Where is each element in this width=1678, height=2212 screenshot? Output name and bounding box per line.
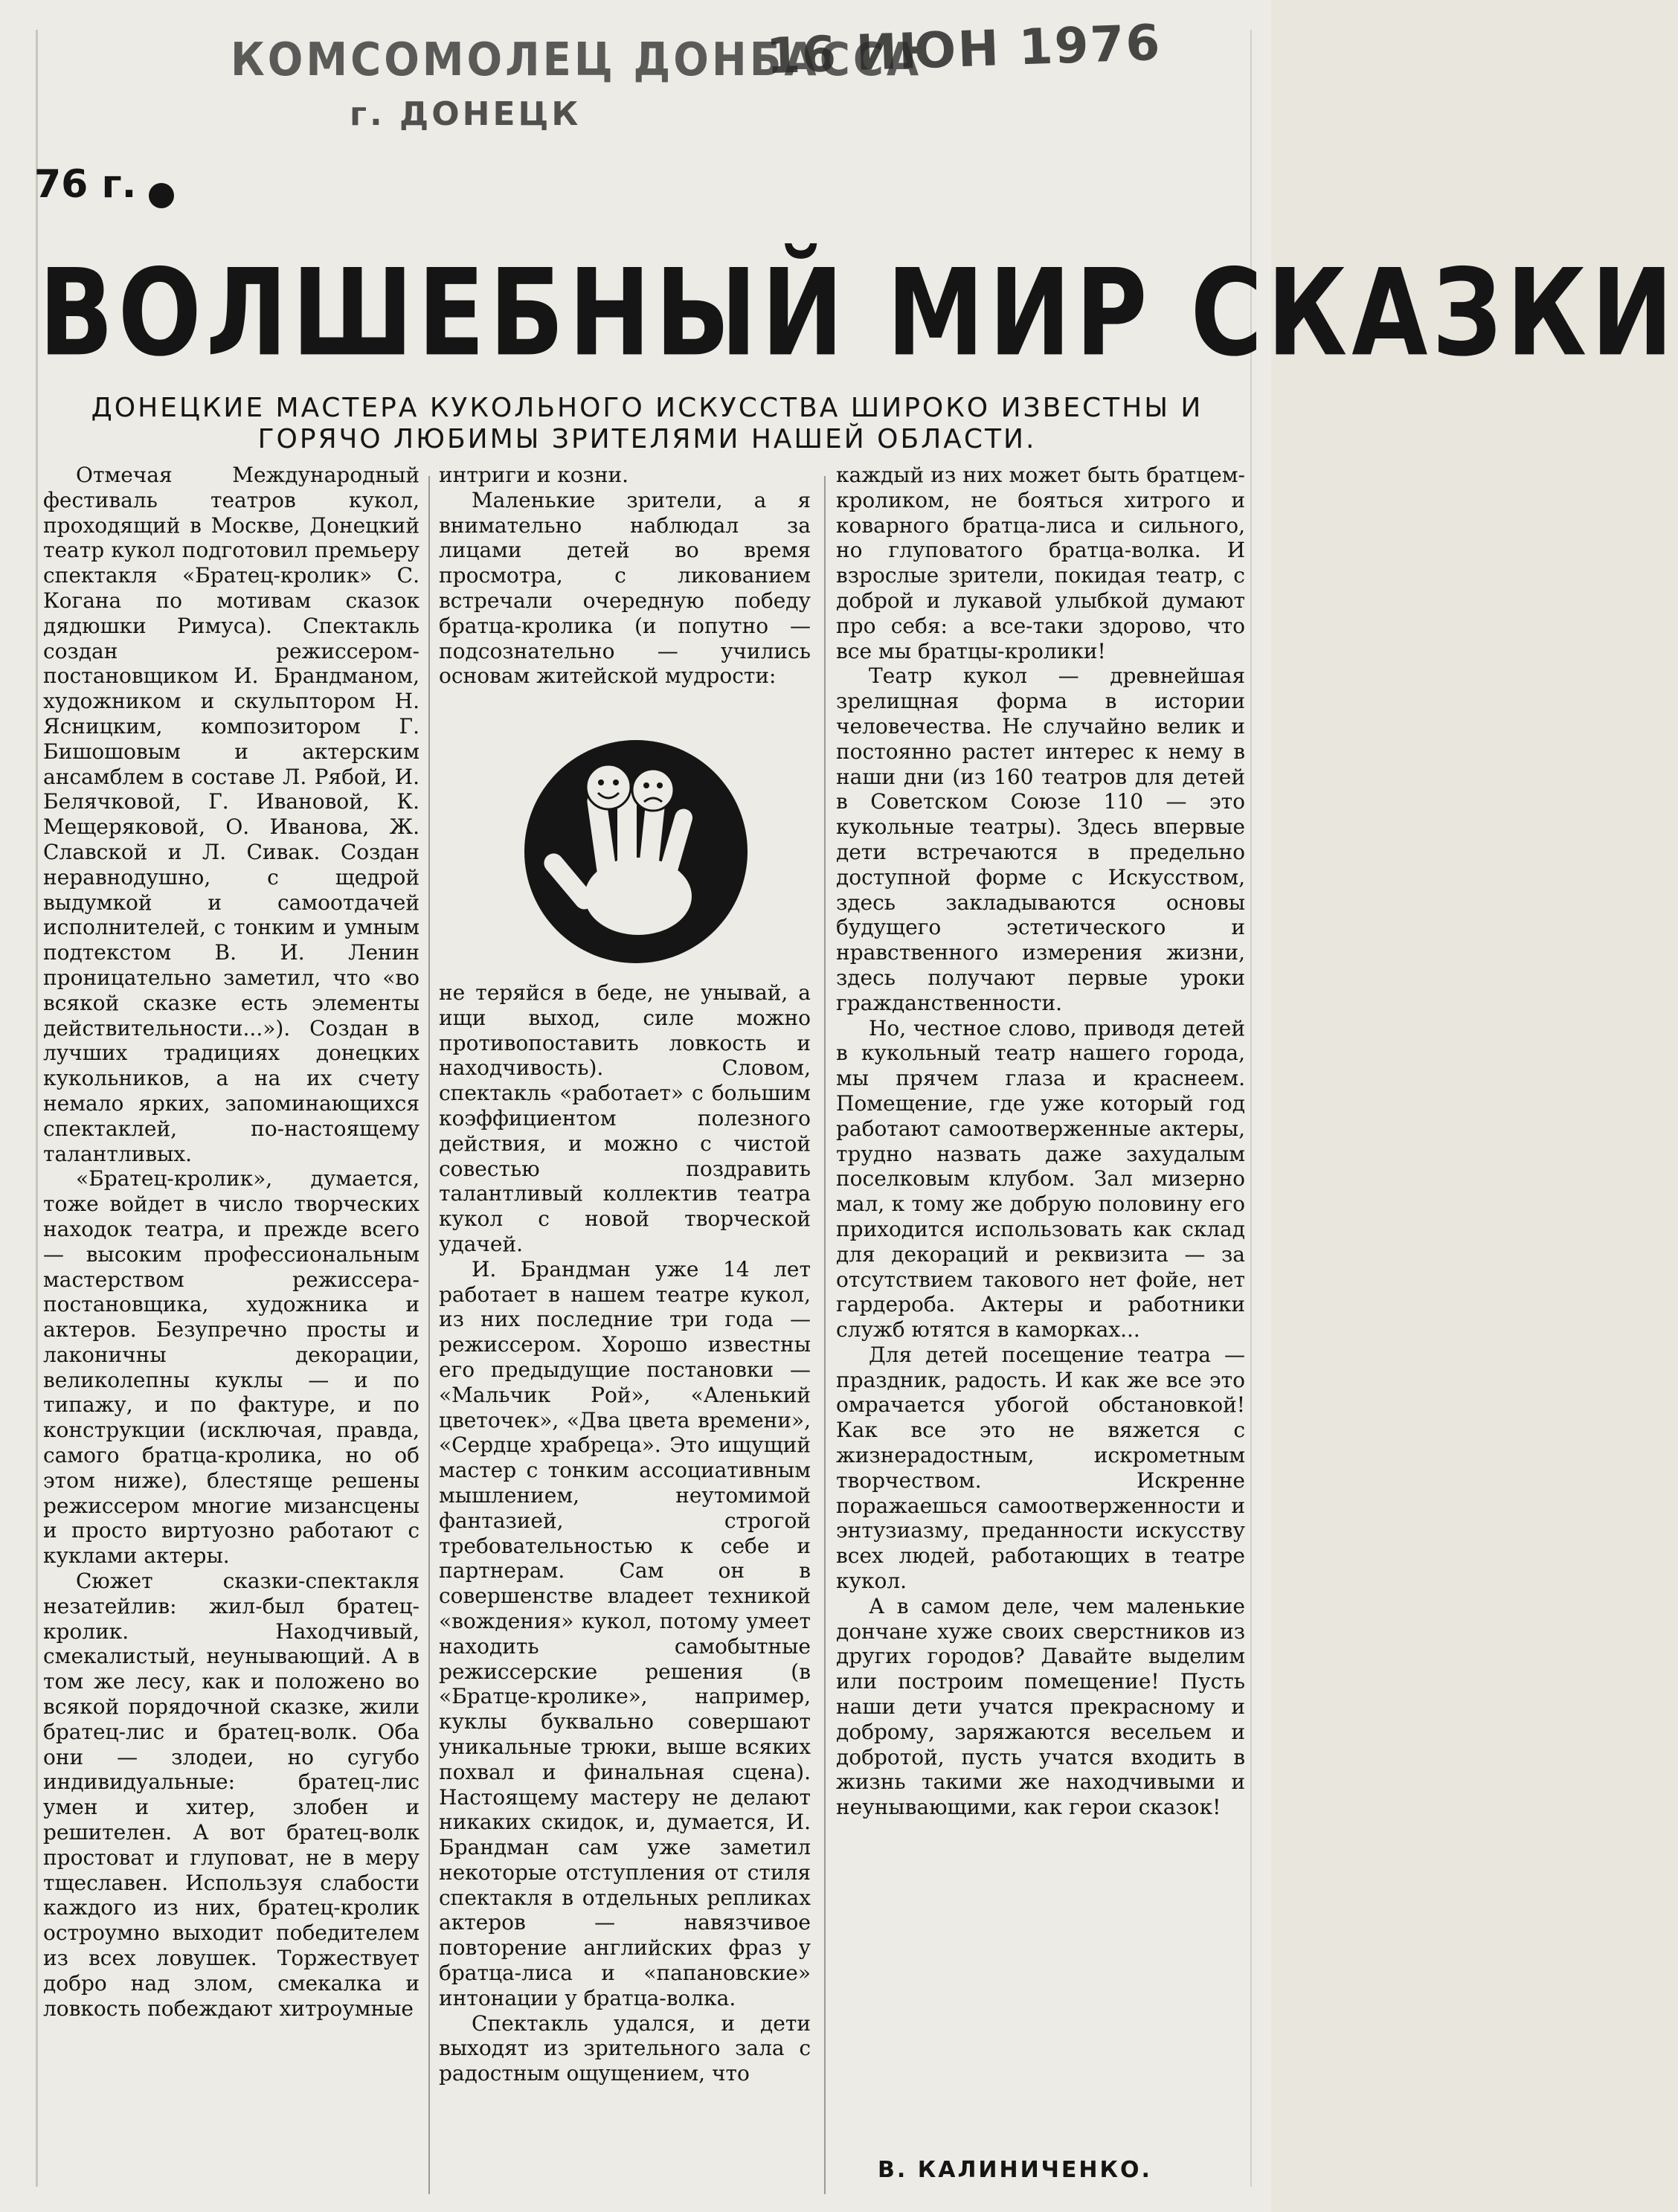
paragraph: И. Брандман уже 14 лет работает в нашем театре кукол, из них последние три года — режиссером. Хорошо известны его предыдущие постановки — «Мальчик Рой», «Аленький цветочек», «Два цвета времени», «Сердце храбреца». Это ищущий мастер с тонким ассоциативным мышлением, неутомимой фантазией, строгой требовательностью к себе и партнерам. Сам он в совершенстве владеет техникой «вождения» кукол, потому умеет находить самобытные режиссерские решения (в «Братце-кролике», например, куклы буквально совершают уникальные трюки, выше всяких похвал и финальная сцена). Настоящему мастеру не делают никаких скидок, и, думается, И. Брандман сам уже заметил некоторые отступления от стиля спектакля в отдельных репликах актеров — навязчивое повторение английских фраз у братца-лиса и «папановские» интонации у братца-волка.	[439, 1256, 811, 2010]
article-column-3	[836, 463, 1245, 1820]
author-signature: В. КАЛИНИЧЕНКО.	[878, 2157, 1152, 2183]
column-divider	[428, 476, 430, 2194]
paragraph: Театр кукол — древнейшая зрелищная форма в истории человечества. Не случайно велик и постоянно растет интерес к нему в наши дни (из 160 театров для детей в Советском Союзе 110 — это кукольные театры). Здесь впервые дети встречаются в предельно доступной форме с Искусством, здесь закладываются основы будущего эстетического и нравственного измерения жизни, здесь получают первые уроки гражданственности.	[836, 663, 1245, 1015]
lead-line-2: ГОРЯЧО ЛЮБИМЫ ЗРИТЕЛЯМИ НАШЕЙ ОБЛАСТИ.	[257, 424, 1037, 454]
paragraph: «Братец-кролик», думается, тоже войдет в число творческих находок театра, и прежде всего — высоким профессиональным мастерством режиссера-постановщика, художника и актеров. Безупречно просты и лаконичны декорации, великолепны куклы — и по типажу, и по фактуре, и по конструкции (исключая, правда, самого братца-кролика, но об этом ниже), блестяще решены режиссером многие мизансцены и просто виртуозно работают с куклами актеры.	[43, 1166, 420, 1569]
article-column-2-bottom	[439, 980, 811, 2086]
paragraph: каждый из них может быть братцем-кроликом, не бояться хитрого и коварного братца-лиса и сильного, но глуповатого братца-волка. И взрослые зрители, покидая театр, с доброй и лукавой улыбкой думают про себя: а все-таки здорово, что все мы братцы-кролики!	[836, 463, 1245, 663]
column-divider	[824, 476, 826, 2194]
city-stamp: г. ДОНЕЦК	[350, 95, 582, 133]
date-stamp: 16 ИЮН 1976	[765, 13, 1163, 86]
article-headline: ВОЛШЕБНЫЙ МИР СКАЗКИ	[39, 243, 1678, 384]
article-column-2-top	[439, 463, 811, 689]
paragraph: Но, честное слово, приводя детей в кукольный театр нашего города, мы прячем глаза и краснеем. Помещение, где уже который год работают самоотверженные актеры, трудно назвать даже захудалым поселковым клубом. Зал мизерно мал, к тому же добрую половину его приходится использовать как склад для декораций и реквизита — за отсутствием такового нет фойе, нет гардероба. Актеры и работники служб ютятся в каморках...	[836, 1015, 1245, 1343]
lead-line-1: ДОНЕЦКИЕ МАСТЕРА КУКОЛЬНОГО ИСКУССТВА ШИРОКО ИЗВЕСТНЫ И	[91, 393, 1203, 423]
year-mark: 76 г.	[34, 162, 137, 207]
paragraph: Для детей посещение театра — праздник, радость. И как же все это омрачается убогой обстановкой! Как все это не вяжется с жизнерадостным, искрометным творчеством. Искренне поражаешься самоотверженности и энтузиазму, преданности искусству всех людей, работающих в театре кукол.	[836, 1342, 1245, 1594]
article-lead	[45, 393, 1250, 455]
paragraph: интриги и козни.	[439, 463, 629, 487]
sad-face-icon	[632, 769, 674, 811]
newspaper-name-stamp: КОМСОМОЛЕЦ ДОНБАССА	[231, 33, 922, 87]
paragraph: А в самом деле, чем маленькие дончане хуже своих сверстников из других городов? Давайте выделим или построим помещение! Пусть наши дети учатся прекрасному и доброму, заряжаются весельем и добротой, пусть учатся входить в жизнь такими же находчивыми и неунывающими, как герои сказок!	[836, 1593, 1245, 1820]
paragraph: Маленькие зрители, а я внимательно наблюдал за лицами детей во время просмотра, с ликованием встречали очередную победу братца-кролика (и попутно — подсознательно — учились основам житейской мудрости:	[439, 487, 811, 689]
article-column-1	[43, 463, 420, 2021]
paragraph: Отмечая Международный фестиваль театров кукол, проходящий в Москве, Донецкий театр кукол подготовил премьеру спектакля «Братец-кролик» С. Когана по мотивам сказок дядюшки Римуса). Спектакль создан режиссером-постановщиком И. Брандманом, художником и скульптором Н. Ясницким, композитором Г. Бишошовым и актерским ансамблем в составе Л. Рябой, И. Белячковой, Г. Ивановой, К. Мещеряковой, О. Иванова, Ж. Славской и Л. Сивак. Создан неравнодушно, с щедрой выдумкой и самоотдачей исполнителей, с тонким и умным подтекстом В. И. Ленин проницательно заметил, что «во всякой сказке есть элементы действительности...»). Создан в лучших традициях донецких кукольников, а на их счету немало ярких, запоминающихся спектаклей, по-настоящему талантливых.	[43, 463, 420, 1166]
happy-face-icon	[586, 765, 631, 809]
puppet-hand-illustration	[521, 736, 751, 967]
paragraph: Сюжет сказки-спектакля незатейлив: жил-был братец-кролик. Находчивый, смекалистый, неунывающий. А в том же лесу, как и положено во всякой порядочной сказке, жили братец-лис и братец-волк. Оба они — злодеи, но сугубо индивидуальные: братец-лис умен и хитер, злобен и решителен. А вот братец-волк простоват и глуповат, не в меру тщеславен. Используя слабости каждого из них, братец-кролик остроумно выходит победителем из всех ловушек. Торжествует добро над злом, смекалка и ловкость побеждают хитроумные	[43, 1569, 420, 2021]
paragraph: не теряйся в беде, не унывай, а ищи выход, силе можно противопоставить ловкость и находчивость). Словом, спектакль «работает» с большим коэффициентом полезного действия, и можно с чистой совестью поздравить талантливый коллектив театра кукол с новой творческой удачей.	[439, 980, 811, 1256]
bullet-dot-icon	[149, 183, 174, 208]
paragraph: Спектакль удался, и дети выходят из зрительного зала с радостным ощущением, что	[439, 2010, 811, 2086]
